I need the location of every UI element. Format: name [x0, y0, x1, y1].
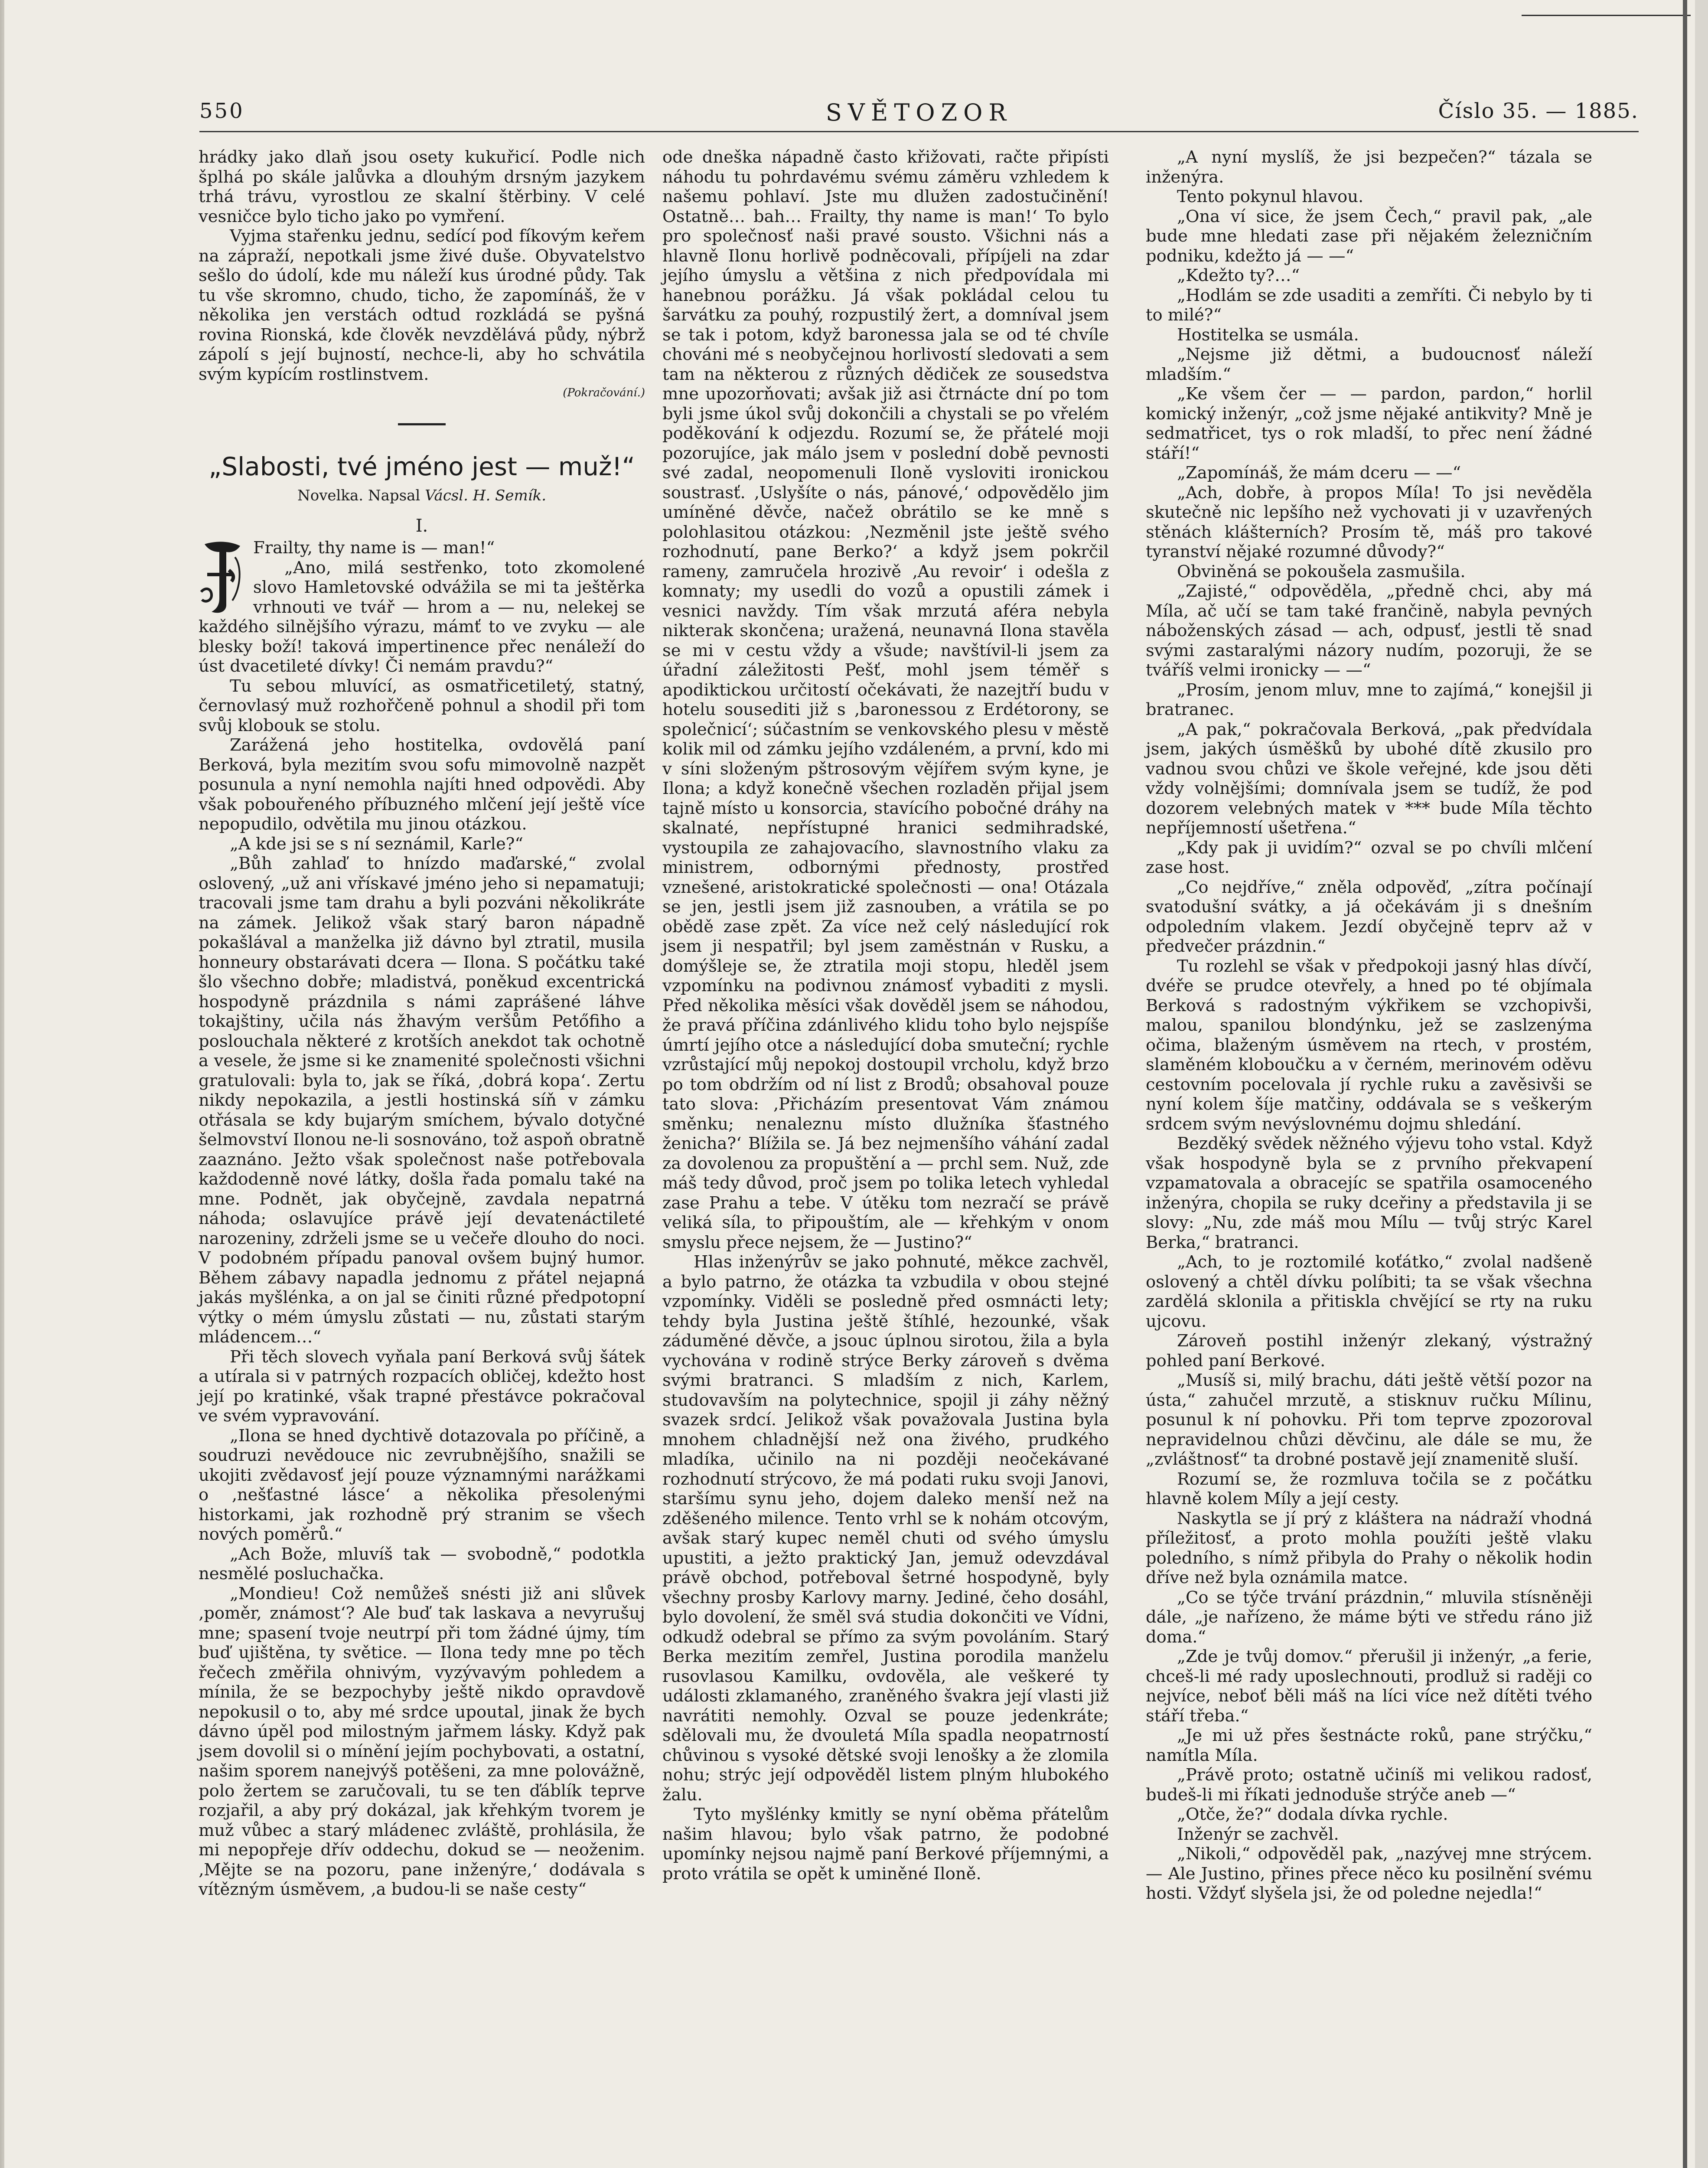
story-subtitle-prefix: Novelka. Napsal: [297, 487, 420, 504]
paragraph: „Nejsme již dětmi, a budoucnosť náleží mladším.“: [1146, 345, 1592, 384]
paragraph: „Musíš si, milý brachu, dáti ještě větší pozor na ústa,“ zahučel mrzutě, a stisknuv ručku Mílinu, posunul k ní pohovku. Při tom teprve zpozoroval nepravidelnou chůzi děvčinu, ale dále se mu, že „zvláštnosť“ ta drobné postavě její znamenitě sluší.: [1146, 1371, 1592, 1469]
paragraph: Hostitelka se usmála.: [1177, 325, 1359, 345]
paragraph: Hlas inženýrův se jako pohnuté, měkce zachvěl, a bylo patrno, že otázka ta vzbudila v obou stejné vzpomínky. Viděli se posledně před osmnácti lety; tehdy byla Justina ještě štíhlé, hezounké, však záduměné děvče, a jsouc úplnou sirotou, žila a byla vychována v rodině strýce Berky zároveň s dvěma svými bratranci. S mladším z nich, Karlem, studovavším na polytechnice, spojil ji záhy něžný svazek srdcí. Jelikož však považovala Justina byla mnohem chladnější než ona živého, prudkého mladíka, učinilo na ni později neočekávané rozhodnutí strýcovo, že má podati ruku svoji Janovi, staršímu synu jeho, dojem daleko menší než na zděšeného milence. Tento vrhl se k nohám otcovým, avšak starý kupec neměl chuti od svého úmyslu upustiti, a ježto praktický Jan, jemuž odevzdával právě obchod, potřeboval šetrné hospodyně, byly všechny prosby Karlovy marny. Jediné, čeho dosáhl, bylo dovolení, že směl svá studia dokončiti ve Vídni, odkudž odebral se přímo za svým povoláním. Starý Berka mezitím zemřel, Justina porodila manželu rusovlasou Kamilku, ovdověla, ale veškeré ty události zklamaného, zraněného švakra její vlasti již navrátiti nemohly. Ozval se pouze jedenkráte; sdělovali mu, že dvouletá Míla spadla neopatrností chůvinou s vysoké dětské svoji lenošky a že zlomila nohu; strýc její odpověděl listem plným hlubokého žalu.: [662, 1252, 1109, 1805]
paragraph: Tu rozlehl se však v předpokoji jasný hlas dívčí, dvéře se prudce otevřely, a hned po té objímala Berková s radostným výkřikem se vzchopivši, malou, spanilou blondýnku, jež se zaslzenýma očima, blaženým úsměvem na rtech, v prostém, slaměném kloboučku a v černém, merinovém oděvu cestovním pocelovala jí rychle ruku a zavěsivši se nyní kolem šíje matčiny, oddávala se s veškerým srdcem svým nevýslovnému dojmu shledání.: [1146, 956, 1592, 1134]
paragraph: „Ano, milá sestřenko, toto zkomolené slovo Hamletovské odvážila se mi ta ještěrka vrhnouti ve tvář — hrom a — nu, nelekej se každého silnějšího výrazu, mámť to ve zvyku — ale blesky boží! taková impertinence přec nenáleží do úst dvacetileté dívky! Či nemám pravdu?“: [199, 558, 645, 676]
paragraph: „Ke všem čer — — pardon, pardon,“ horlil komický inženýr, „což jsme nějaké antikvity? Mně je sedmatřicet, tys o rok mladší, to přec není žádné stáří!“: [1146, 384, 1592, 463]
magazine-title: SVĚTOZOR: [825, 99, 1013, 126]
paragraph: „Kdežto ty?…“: [1177, 266, 1300, 285]
paragraph: „Ona ví sice, že jsem Čech,“ pravil pak, „ale bude mne hledati zase při nějakém železničním podniku, kdežto já — —“: [1146, 206, 1592, 266]
paragraph: Při těch slovech vyňala paní Berková svůj šátek a utírala si v patrných rozpacích obličej, kdežto host její po kratinké, však trapné přestávce pokračoval ve svém vypravování.: [199, 1347, 645, 1426]
paragraph: „Je mi už přes šestnácte roků, pane strýčku,“ namítla Míla.: [1146, 1726, 1592, 1765]
paragraph: „Kdy pak ji uvidím?“ ozval se po chvíli mlčení zase host.: [1146, 838, 1592, 877]
paragraph: Tento pokynul hlavou.: [1177, 187, 1364, 206]
paragraph: Frailty, thy name is — man!“: [253, 538, 495, 558]
paragraph: Zarážená jeho hostitelka, ovdovělá paní Berková, byla mezitím svou sofu mimovolně nazpět posunula a nyní nemohla najíti hned odpovědi. Aby však pobouřeného příbuzného mlčení její ještě více nepopudilo, odvětila mu jinou otázkou.: [199, 735, 645, 834]
paragraph: Inženýr se zachvěl.: [1177, 1824, 1339, 1844]
paragraph: „Otče, že?“ dodala dívka rychle.: [1177, 1805, 1448, 1824]
chapter-number: I.: [415, 516, 428, 536]
paragraph: „Ach, dobře, à propos Míla! To jsi nevěděla skutečně nic lepšího než vychovati ji v uzavřených stěnách klášterních? Prosím tě, máš pro takové tyranství nějaké rozumné důvody?“: [1146, 483, 1592, 562]
paragraph: „A pak,“ pokračovala Berková, „pak předvídala jsem, jakých úsměšků by ubohé dítě zkusilo pro vadnou svou chůzi ve škole veřejné, kde jsou děti vždy volnějšími; domnívala jsem se tudíž, že pod dozorem velebných matek v *** bude Míla těchto nepříjemností ušetřena.“: [1146, 719, 1592, 838]
paragraph: Bezděký svědek něžného výjevu toho vstal. Když však hospodyně byla se z prvního překvapení vzpamatovala a obracejíc se spatřila osamoceného inženýra, chopila se ruky dceřiny a představila ji se slovy: „Nu, zde máš mou Mílu — tvůj strýc Karel Berka,“ bratranci.: [1146, 1134, 1592, 1252]
paragraph: „Zajisté,“ odpověděla, „předně chci, aby má Míla, ač učí se tam také frančině, nabyla pevných náboženských zásad — ach, odpusť, jestli tě snad svými zastaralými názory nudím, pozoruji, že se tváříš velmi ironicky — —“: [1146, 581, 1592, 680]
paragraph: „Mondieu! Což nemůžeš snésti již ani slůvek ‚poměr, známost‘? Ale buď tak laskava a nevyrušuj mne; spasení tvoje neutrpí při tom žádné újmy, tím buď ujištěna, ty světice. — Ilona tedy mne po těch řečech změřila ohnivým, vyzývavým pohledem a mínila, že se bezpochyby ještě nikdo opravdově nepokusil o to, aby mé srdce upoutal, jinak že bych dávno úpěl pod milostným jařmem lásky. Když pak jsem dovolil si o mínění jejím pochybovati, a ostatní, našim sporem nanejvýš potěšeni, za mne polovážně, polo žertem se zaručovali, tu se ten ďáblík teprve rozjařil, a aby prý dokázal, jak křehkým tvorem je muž vůbec a starý mládenec zvláště, prohlásila, že mi nepopřeje dřív oddechu, dokud se — neoženim. ‚Mějte se na pozoru, pane inženýre,‘ dodávala s vítězným úsměvem, ‚a budou-li se naše cesty“: [199, 1584, 645, 1899]
story-subtitle: [199, 486, 645, 505]
paragraph: Vyjma stařenku jednu, sedící pod fíkovým keřem na zápraží, nepotkali jsme živé duše. Obyvatelstvo sešlo do údolí, kde mu náleží kus úrodné půdy. Tak tu vše skromno, chudo, ticho, že zapomínáš, že v několika jen verstách odtud rozkládá se pyšná rovina Rionská, kde člověk nevzdělává půdy, nýbrž zápolí s její bujností, nechce-li, aby ho schvátila svým kypícím rostlinstvem.: [199, 226, 645, 384]
issue-info: Číslo 35. — 1885.: [1438, 99, 1639, 123]
paragraph: „Ach, to je roztomilé koťátko,“ zvolal nadšeně oslovený a chtěl dívku políbiti; ta se však všechna zardělá sklonila a přitiskla chvějící se rty na ruku ujcovu.: [1146, 1252, 1592, 1331]
paragraph: „Zapomínáš, že mám dceru — —“: [1177, 463, 1461, 483]
column-2: [662, 147, 1109, 1884]
paragraph: „Nikoli,“ odpověděl pak, „nazývej mne strýcem. — Ale Justino, přines přece něco ku posilnění svému hosti. Vždyť slyšela jsi, že od poledne nejedla!“: [1146, 1844, 1592, 1903]
column-3: [1146, 147, 1592, 1904]
paragraph: Naskytla se jí prý z kláštera na nádraží vhodná příležitosť, a proto mohla použíti ještě vlaku poledního, s nímž přibyla do Prahy o několik hodin dříve než byla oznámila matce.: [1146, 1508, 1592, 1587]
paragraph: „Bůh zahlaď to hnízdo maďarské,“ zvolal oslovený, „už ani vřískavé jméno jeho si nepamatuji; tracovali jsme tam drahu a byli pozváni několikráte na zámek. Jelikož však starý baron nápadně pokašlával a manželka již dávno byl ztratil, musila honneury obstarávati dcera — Ilona. S počátku také šlo všechno dobře; mladistvá, poněkud excentrická hospodyně prázdnila s námi zaprášené láhve tokajštiny, učila nás žhavým veršům Petőfiho a poslouchala některé z krotších anekdot tak ochotně a vesele, že jsme si ke znamenité společnosti všichni gratulovali: byla to, jak se říká, ‚dobrá kopa‘. Zertu nikdy nepokazila, a jestli hostinská síň v zámku otřásala se kdy bujarým smíchem, bývalo dotyčné šelmovství Ilonou ne-li sosnováno, tož aspoň obratně zaaznáno. Ježto však společnost naše potřebovala každodenně nové látky, došla řada pomalu také na mne. Podnět, jak obyčejně, zavdala nepatrná náhoda; oslavujíce právě její devatenáctileté narozeniny, zdrželi jsme se u večeře dlouho do noci. V podobném případu panoval ovšem bujný humor. Během zábavy napadla jednomu z přátel nejapná jakás myšlénka, a on jal se činiti různé předpotopní výtky o mém úmyslu zůstati — nu, zůstati starým mládencem…“: [199, 854, 645, 1347]
scan-edge-right: [1683, 0, 1687, 2168]
story-author: Vácsl. H. Semík.: [425, 487, 546, 504]
paragraph: „Zde je tvůj domov.“ přerušil ji inženýr, „a ferie, chceš-li mé rady uposlechnouti, prodluž si raději co nejvíce, neboť běli máš na líci více než dítěti tvého stáří třeba.“: [1146, 1647, 1592, 1726]
decorative-initial-icon: [199, 540, 245, 616]
paragraph: „A kde jsi se s ní seznámil, Karle?“: [230, 834, 524, 854]
paragraph: Zároveň postihl inženýr zlekaný, výstražný pohled paní Berkové.: [1146, 1331, 1592, 1371]
continuation-note: (Pokračování.): [563, 386, 645, 399]
paragraph: Tu sebou mluvící, as osmatřicetiletý, statný, černovlasý muž rozhořčeně pohnul a shodil při tom svůj klobouk se stolu.: [199, 676, 645, 735]
paragraph: ode dneška nápadně často křižovati, račte připísti náhodu tu pohrdavému svému záměru vzhledem k našemu pohlaví. Jste mu dlužen zadostučinění! Ostatně… bah… Frailty, thy name is man!‘ To bylo pro společnosť naši pravé sousto. Všichni nás a hlavně Ilonu horlivě podněcovali, přípíjeli na zdar jejího úmyslu a většina z nich předpovídala mi hanebnou porážku. Já však pokládal celou tu šarvátku za pouhý, rozpustilý žert, a domníval jsem se tak i potom, když baronessa jala se od té chvíle chováni mé s neobyčejnou horlivostí sledovati a sem tam na některou z různých dědiček ze sousedstva mne upozorňovati; avšak již asi čtrnácte dní po tom byli jsme úkol svůj dokončili a chystali se po vřelém poděkování k odjezdu. Rozumí se, že přátelé moji pozorujíce, jak málo jsem v poslední době pevnosti své zadal, neopomenuli Iloně vysloviti ironickou soustrasť. ‚Uslyšíte o nás, pánové,‘ odpovědělo jim umíněné děvče, načež obrátilo se ke mně s polohlasitou otázkou: ‚Nezměnil jste ještě svého rozhodnutí, pane Berko?‘ a když jsem pokrčil rameny, zamručela hrozivě ‚Au revoir‘ i odešla z komnaty; my usedli do vozů a opustili zámek i vesnici navždy. Tím však mrzutá aféra nebyla nikterak skončena; uražená, neunavná Ilona stavěla se mi v cestu vždy a všude; navštívil-li jsem za úřadní záležitosti Pešť, mohl jsem téměř s apodiktickou určitostí očekávati, že nazejtří budu v hotelu sousediti již s ‚baronessou z Erdétorony, se společnicí‘; súčastním se venkovského plesu v městě kolik mil od zámku jejího vzdáleném, a první, kdo mi v síni složeným pštrosovým vějířem svým kyne, je Ilona; a když konečně všechen rozladěn přijal jsem tajně místo u konsorcia, stavícího pobočné dráhy na skalnaté, nepřístupné hranici sedmihradské, vystoupila ze zahajovacího, slavnostního vlaku za ministrem, odbornými přednosty, prostřed vznešené, aristokratické společnosti — ona! Otázala se jen, jestli jsem již zasnouben, a vrátila se po obědě zase zpět. Za více než celý následující rok jsem ji nespatřil; byl jsem zaměstnán v Rusku, a domýšleje se, že ztratila moji stopu, hleděl jsem vzpomínku na podivnou známosť vybaditi z mysli. Před několika měsíci však dověděl jsem se náhodou, že pravá příčina zdánlivého klidu toho bylo nejspíše úmrtí jejího otce a následující doba smuteční; rychle vzrůstající můj nepokoj dostoupil vrcholu, když brzo po tom obdržím od ní list z Brodů; obsahoval pouze tato slova: ‚Přicházím presentovat Vám známou směnku; nenaleznu místo dlužníka šťastného ženicha?‘ Blížila se. Já bez nejmenšího váhání zadal za dovolenou za propuštění a — prchl sem. Nuž, zde máš tedy důvod, proč jsem po tolika letech vyhledal zase Prahu a tebe. V útěku tom nezračí se právě veliká síla, to připouštím, ale — křehkým v onom smyslu přece nejsem, že — Justino?“: [662, 147, 1109, 1252]
paragraph: hrádky jako dlaň jsou osety kukuřicí. Podle nich šplhá po skále jalůvka a dlouhým drsným jazykem trhá trávu, vyrostlou ze skalní štěrbiny. V celé vesničce bylo ticho jako po vymření.: [199, 147, 645, 226]
paragraph: Obviněná se pokoušela zasmušila.: [1177, 562, 1466, 581]
paragraph: Tyto myšlénky kmitly se nyní oběma přátelům našim hlavou; bylo však patrno, že podobné upomínky nejsou najmě paní Berkové příjemnými, a proto vrátila se opět k uminěné Iloně.: [662, 1805, 1109, 1884]
paragraph: „Hodlám se zde usaditi a zemříti. Či nebylo by ti to milé?“: [1146, 285, 1592, 325]
paragraph: Rozumí se, že rozmluva točila se z počátku hlavně kolem Míly a její cesty.: [1146, 1469, 1592, 1508]
paragraph: „Co nejdříve,“ zněla odpověď, „zítra počínají svatodušní svátky, a já očekávám ji s dnešním odpoledním vlakem. Jezdí obyčejně teprv až v předvečer prázdnin.“: [1146, 877, 1592, 956]
column-1: [199, 147, 645, 1900]
paragraph: „A nyní myslíš, že jsi bezpečen?“ tázala se inženýra.: [1146, 147, 1592, 187]
paragraph: „Ilona se hned dychtivě dotazovala po příčině, a soudruzi nevědouce nic zevrubnějšího, snažili se ukojiti zvědavosť její pouze významnými narážkami o ‚nešťastné lásce‘ a několika přesolenými historkami, jak rozhodně prý stranim se všech nových poměrů.“: [199, 1426, 645, 1544]
story-title: „Slabosti, tvé jméno jest — muž!“: [209, 452, 635, 481]
paragraph: „Ach Bože, mluvíš tak — svobodně,“ podotkla nesmělé posluchačka.: [199, 1544, 645, 1584]
section-divider: [398, 423, 446, 425]
scan-artifact: [1522, 0, 1691, 16]
page-header: [199, 99, 1639, 129]
header-rule: [199, 131, 1639, 132]
paragraph: „Prosím, jenom mluv, mne to zajímá,“ konejšil ji bratranec.: [1146, 680, 1592, 719]
paragraph: „Co se týče trvání prázdnin,“ mluvila stísněněji dále, „je nařízeno, že máme býti ve středu ráno již doma.“: [1146, 1587, 1592, 1647]
page-number: 550: [199, 99, 244, 123]
paragraph: „Právě proto; ostatně učiníš mi velikou radosť, budeš-li mi říkati jednoduše strýče aneb —“: [1146, 1765, 1592, 1805]
